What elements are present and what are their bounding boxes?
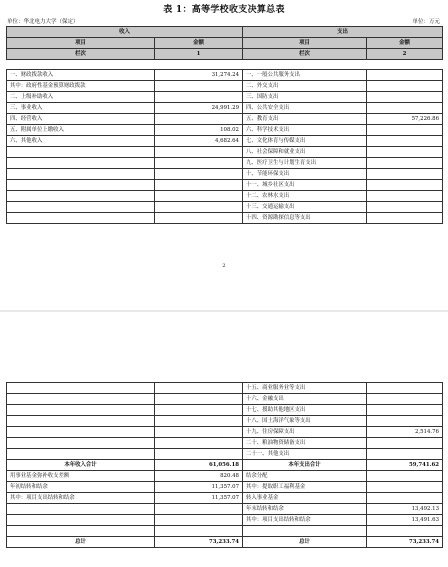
- income-item-cell: [7, 526, 155, 537]
- income-item-cell: 三、事业收入: [7, 103, 155, 114]
- income-amount-cell: 61,056.18: [155, 460, 243, 471]
- income-amount-cell: [155, 515, 243, 526]
- expense-amount-cell: [367, 202, 443, 213]
- expense-item-cell: 九、医疗卫生与计划生育支出: [243, 158, 367, 169]
- expense-item-cell: 总计: [243, 536, 367, 547]
- expense-column-label: 栏次: [243, 49, 367, 60]
- income-amount-cell: [155, 169, 243, 180]
- income-amount-cell: [155, 191, 243, 202]
- expense-item-cell: 七、文化体育与传媒支出: [243, 136, 367, 147]
- table-row: [7, 449, 443, 460]
- report-page-2: [0, 312, 448, 567]
- report-title: 表 1：高等学校收支决算总表: [163, 5, 285, 15]
- expense-item-cell: 十五、商业服务业等支出: [243, 383, 367, 394]
- income-item-cell: 一、财政拨款收入: [7, 70, 155, 81]
- income-amount-cell: [155, 81, 243, 92]
- expense-amount-cell: [367, 471, 443, 482]
- expense-item-cell: 二十、粮油物资储备支出: [243, 438, 367, 449]
- table-row: [7, 526, 443, 537]
- table-row: [7, 504, 443, 515]
- income-amount-cell: 11,357.07: [155, 482, 243, 493]
- expense-item-cell: 十三、交通运输支出: [243, 202, 367, 213]
- income-column-label: 栏次: [7, 49, 155, 60]
- table-row: [7, 180, 443, 191]
- table-row: [7, 191, 443, 202]
- income-amount-cell: [155, 92, 243, 103]
- expense-item-cell: 转入事业基金: [243, 493, 367, 504]
- income-amount-cell: [155, 147, 243, 158]
- expense-amount-cell: 73,233.74: [367, 536, 443, 547]
- income-amount-cell: 4,682.64: [155, 136, 243, 147]
- income-amount-cell: 108.02: [155, 125, 243, 136]
- expense-item-cell: 五、教育支出: [243, 114, 367, 125]
- income-amount-cell: 24,991.29: [155, 103, 243, 114]
- income-item-cell: [7, 202, 155, 213]
- expense-item-cell: 二、外交支出: [243, 81, 367, 92]
- expense-item-cell: 十一、城乡社区支出: [243, 180, 367, 191]
- expense-amount-cell: [367, 180, 443, 191]
- income-item-cell: [7, 416, 155, 427]
- expense-item-cell: 一、一般公共服务支出: [243, 70, 367, 81]
- expense-amount-cell: [367, 103, 443, 114]
- expense-item-cell: 其中：项目支出结转和结余: [243, 515, 367, 526]
- table-row: [7, 493, 443, 504]
- income-amount-cell: 820.48: [155, 471, 243, 482]
- income-item-cell: 六、其他收入: [7, 136, 155, 147]
- table-row: [7, 92, 443, 103]
- summary-table-header: [6, 26, 443, 60]
- table-row: [7, 169, 443, 180]
- table-row: [7, 81, 443, 92]
- table-row: [7, 383, 443, 394]
- expense-item-cell: 六、科学技术支出: [243, 125, 367, 136]
- page-number: 2: [222, 263, 226, 269]
- expense-item-cell: 年末结转和结余: [243, 504, 367, 515]
- income-item-cell: [7, 438, 155, 449]
- expense-item-cell: 十七、援助其他地区支出: [243, 405, 367, 416]
- table-row: [7, 103, 443, 114]
- table-row: [7, 70, 443, 81]
- table-row: [7, 482, 443, 493]
- table-row: [7, 147, 443, 158]
- expense-amount-cell: [367, 147, 443, 158]
- expense-item-cell: 结余分配: [243, 471, 367, 482]
- summary-table-page1: [6, 69, 443, 224]
- expense-item-cell: 三、国防支出: [243, 92, 367, 103]
- expense-item-cell: 十四、资源勘探信息等支出: [243, 213, 367, 224]
- income-amount-cell: [155, 427, 243, 438]
- income-column-number: 1: [155, 49, 243, 60]
- table-row: [7, 405, 443, 416]
- table-row: [7, 416, 443, 427]
- expense-amount-cell: [367, 526, 443, 537]
- expense-amount-cell: [367, 438, 443, 449]
- expense-amount-cell: [367, 482, 443, 493]
- income-item-cell: [7, 191, 155, 202]
- income-amount-cell: [155, 438, 243, 449]
- income-item-cell: 年初结转和结余: [7, 482, 155, 493]
- income-item-cell: [7, 394, 155, 405]
- expense-amount-cell: [367, 70, 443, 81]
- income-item-cell: [7, 213, 155, 224]
- income-item-cell: [7, 158, 155, 169]
- income-amount-cell: [155, 202, 243, 213]
- income-item-cell: [7, 180, 155, 191]
- expense-amount-cell: [367, 449, 443, 460]
- summary-table-page2: [6, 382, 443, 548]
- income-header: 收入: [7, 27, 243, 38]
- income-item-cell: 本年收入合计: [7, 460, 155, 471]
- expense-amount-cell: 13,491.63: [367, 515, 443, 526]
- income-amount-cell: 31,274.24: [155, 70, 243, 81]
- income-item-cell: 五、附属单位上缴收入: [7, 125, 155, 136]
- expense-amount-cell: [367, 136, 443, 147]
- income-item-cell: [7, 515, 155, 526]
- expense-amount-cell: 2,514.76: [367, 427, 443, 438]
- expense-item-header: 项目: [243, 38, 367, 49]
- expense-amount-cell: 13,492.13: [367, 504, 443, 515]
- income-item-cell: [7, 427, 155, 438]
- income-amount-cell: 73,233.74: [155, 536, 243, 547]
- income-item-cell: [7, 405, 155, 416]
- income-item-cell: 二、上级补助收入: [7, 92, 155, 103]
- income-item-cell: 四、经营收入: [7, 114, 155, 125]
- expense-item-cell: 十八、国土海洋气象等支出: [243, 416, 367, 427]
- income-amount-cell: [155, 158, 243, 169]
- table-row: [7, 515, 443, 526]
- expense-item-cell: 八、社会保障和就业支出: [243, 147, 367, 158]
- income-amount-cell: [155, 526, 243, 537]
- table-row: [7, 460, 443, 471]
- income-item-cell: [7, 449, 155, 460]
- income-item-cell: 总计: [7, 536, 155, 547]
- table-row: [7, 427, 443, 438]
- expense-item-cell: 四、公共安全支出: [243, 103, 367, 114]
- table-row: [7, 438, 443, 449]
- income-item-cell: 其中：项目支出结转和结余: [7, 493, 155, 504]
- expense-amount-cell: [367, 191, 443, 202]
- table-row: [7, 394, 443, 405]
- table-row: [7, 125, 443, 136]
- expense-amount-cell: [367, 158, 443, 169]
- expense-amount-header: 金额: [367, 38, 443, 49]
- income-item-cell: [7, 504, 155, 515]
- expense-amount-cell: [367, 125, 443, 136]
- expense-amount-cell: [367, 493, 443, 504]
- income-amount-cell: [155, 180, 243, 191]
- table-row: [7, 136, 443, 147]
- table-row: [7, 536, 443, 547]
- expense-amount-cell: 59,741.62: [367, 460, 443, 471]
- currency-unit-label: 单位：万元: [412, 19, 440, 25]
- expense-amount-cell: [367, 81, 443, 92]
- income-amount-cell: [155, 383, 243, 394]
- expense-item-cell: 十二、农林水支出: [243, 191, 367, 202]
- expense-amount-cell: [367, 169, 443, 180]
- expense-amount-cell: [367, 92, 443, 103]
- expense-item-cell: 二十一、其他支出: [243, 449, 367, 460]
- income-item-cell: 其中：政府性基金预算财政拨款: [7, 81, 155, 92]
- income-item-cell: [7, 169, 155, 180]
- expense-column-number: 2: [367, 49, 443, 60]
- income-amount-cell: 11,357.07: [155, 493, 243, 504]
- income-amount-cell: [155, 449, 243, 460]
- income-amount-cell: [155, 213, 243, 224]
- income-amount-cell: [155, 504, 243, 515]
- expense-amount-cell: [367, 213, 443, 224]
- expense-amount-cell: 57,226.86: [367, 114, 443, 125]
- table-row: [7, 158, 443, 169]
- expense-item-cell: 十六、金融支出: [243, 394, 367, 405]
- expense-header: 支出: [243, 27, 443, 38]
- expense-item-cell: [243, 526, 367, 537]
- income-item-cell: [7, 383, 155, 394]
- institution-label: 单位：华北电力大学（保定）: [7, 19, 79, 25]
- table-row: [7, 213, 443, 224]
- income-amount-cell: [155, 114, 243, 125]
- income-item-header: 项目: [7, 38, 155, 49]
- income-amount-header: 金额: [155, 38, 243, 49]
- expense-item-cell: 十、节能环保支出: [243, 169, 367, 180]
- income-item-cell: [7, 147, 155, 158]
- expense-item-cell: 本年支出合计: [243, 460, 367, 471]
- expense-item-cell: 十九、住房保障支出: [243, 427, 367, 438]
- expense-amount-cell: [367, 394, 443, 405]
- income-amount-cell: [155, 394, 243, 405]
- income-amount-cell: [155, 416, 243, 427]
- expense-amount-cell: [367, 405, 443, 416]
- expense-amount-cell: [367, 416, 443, 427]
- income-amount-cell: [155, 405, 243, 416]
- expense-amount-cell: [367, 383, 443, 394]
- income-item-cell: 用事业基金弥补收支差额: [7, 471, 155, 482]
- table-row: [7, 202, 443, 213]
- expense-item-cell: 其中：提取职工福利基金: [243, 482, 367, 493]
- table-row: [7, 471, 443, 482]
- table-row: [7, 114, 443, 125]
